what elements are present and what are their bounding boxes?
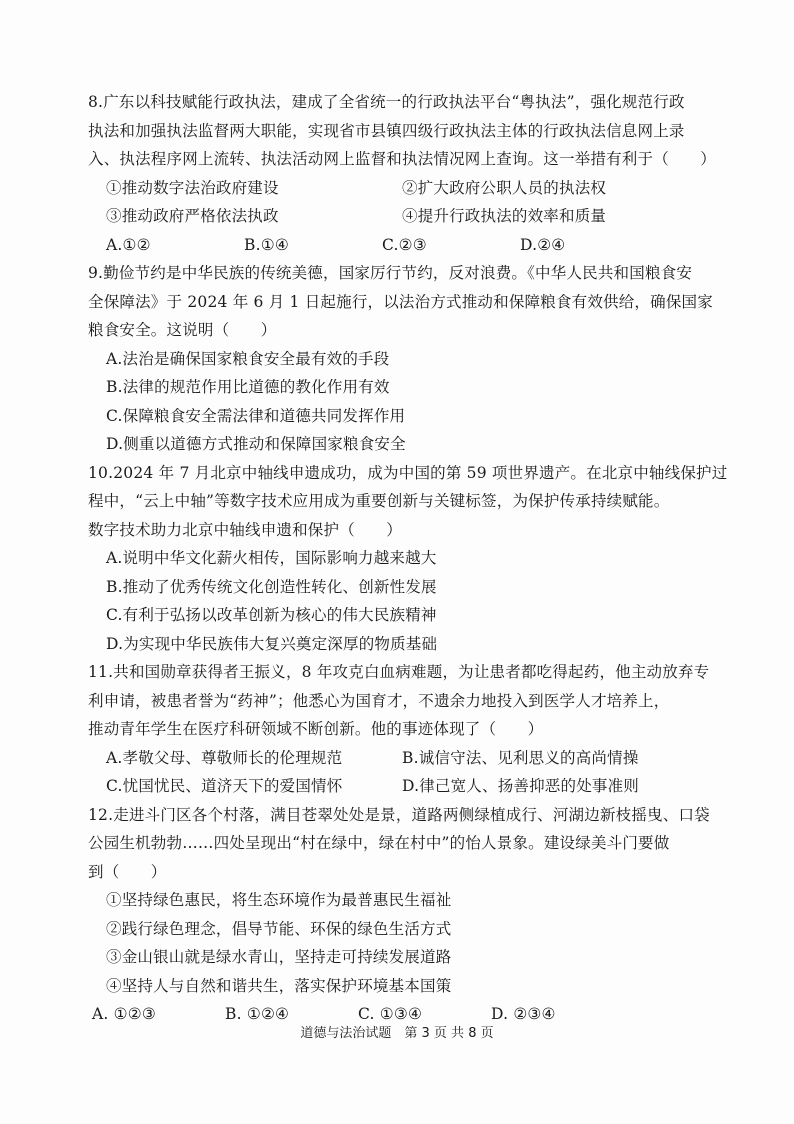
question-9-choice-b: B.法律的规范作用比道德的教化作用有效 xyxy=(106,378,390,396)
question-11 xyxy=(88,658,728,801)
question-8-choice-a: A.①② xyxy=(106,235,151,254)
question-10-choice-d: D.为实现中华民族伟大复兴奠定深厚的物质基础 xyxy=(106,634,438,653)
question-12-stem-line-1: 12.走进斗门区各个村落，满目苍翠处处是景，道路两侧绿植成行、河湖边新枝摇曳、口袋 xyxy=(88,805,710,824)
question-12-choice-c: C. ①③④ xyxy=(358,1005,423,1023)
question-12-statement-4: ④坚持人与自然和谐共生，落实保护环境基本国策 xyxy=(106,976,452,995)
question-9-choice-c: C.保障粮食安全需法律和道德共同发挥作用 xyxy=(106,406,406,425)
question-8-statement-4: ④提升行政执法的效率和质量 xyxy=(402,207,607,225)
question-11-choices-row-1 xyxy=(88,744,728,773)
question-9-stem-line-3: 粮食安全。这说明（ ） xyxy=(88,321,277,339)
question-12-statement-3: ③金山银山就是绿水青山，坚持走可持续发展道路 xyxy=(106,948,452,966)
question-12-choice-a: A. ①②③ xyxy=(92,1005,156,1023)
question-9-stem-line-1: 9.勤俭节约是中华民族的传统美德，国家厉行节约，反对浪费。《中华人民共和国粮食安 xyxy=(88,264,693,282)
question-12 xyxy=(88,801,728,1029)
question-12-statement-2: ②践行绿色理念，倡导节能、环保的绿色生活方式 xyxy=(106,919,452,938)
question-8-statement-3: ③推动政府严格依法执政 xyxy=(106,207,279,225)
question-8-statements-row-2 xyxy=(88,202,728,231)
question-8-choice-c: C.②③ xyxy=(382,235,427,254)
question-8-stem-line-2: 执法和加强执法监督两大职能，实现省市县镇四级行政执法主体的行政执法信息网上录 xyxy=(88,121,685,140)
question-11-choices-row-2 xyxy=(88,772,728,801)
question-10-choice-c: C.有利于弘扬以改革创新为核心的伟大民族精神 xyxy=(106,606,437,624)
question-9-choice-d: D.侧重以道德方式推动和保障国家粮食安全 xyxy=(106,435,406,453)
question-12-stem-line-3: 到（ ） xyxy=(88,862,167,881)
question-10-stem-line-3: 数字技术助力北京中轴线申遗和保护（ ） xyxy=(88,520,403,539)
question-10-choice-a: A.说明中华文化薪火相传，国际影响力越来越大 xyxy=(106,549,437,567)
question-8-choice-d: D.②④ xyxy=(520,235,566,254)
question-9 xyxy=(88,259,728,459)
question-11-choice-c: C.忧国忧民、道济天下的爱国情怀 xyxy=(106,777,343,795)
question-12-statement-1: ①坚持绿色惠民，将生态环境作为最普惠民生福祉 xyxy=(106,891,452,909)
question-8-statement-1: ①推动数字法治政府建设 xyxy=(106,178,279,197)
question-8-choices xyxy=(88,231,728,260)
question-10-stem-line-2: 程中，“云上中轴”等数字技术应用成为重要创新与关键标签，为保护传承持续赋能。 xyxy=(88,492,670,510)
question-11-choice-a: A.孝敬父母、尊敬师长的伦理规范 xyxy=(106,748,343,767)
question-12-choice-b: B. ①②④ xyxy=(225,1005,290,1023)
question-9-stem-line-2: 全保障法》于 2024 年 6 月 1 日起施行，以法治方式推动和保障粮食有效供给，确保国家 xyxy=(88,292,713,311)
question-12-choice-d: D. ②③④ xyxy=(491,1005,556,1023)
question-11-stem-line-3: 推动青年学生在医疗科研领域不断创新。他的事迹体现了（ ） xyxy=(88,720,544,738)
page-footer: 道德与法治试题 第 3 页 共 8 页 xyxy=(300,1026,494,1041)
question-10 xyxy=(88,459,728,659)
question-10-choice-b: B.推动了优秀传统文化创造性转化、创新性发展 xyxy=(106,577,437,596)
question-11-stem-line-2: 利申请，被患者誉为“药神”；他悉心为国育才，不遗余力地投入到医学人才培养上， xyxy=(88,691,670,710)
question-8-statement-2: ②扩大政府公职人员的执法权 xyxy=(402,178,607,197)
question-10-stem-line-1: 10.2024 年 7 月北京中轴线申遗成功，成为中国的第 59 项世界遗产。在北京中轴线保护过 xyxy=(88,463,728,482)
question-8-choice-b: B.①④ xyxy=(244,235,289,254)
question-11-stem-line-1: 11.共和国勋章获得者王振义，8 年攻克白血病难题，为让患者都吃得起药，他主动放弃专 xyxy=(88,663,710,681)
question-8-stem-line-3: 入、执法程序网上流转、执法活动网上监督和执法情况网上查询。这一举措有利于（ ） xyxy=(88,150,717,168)
questions-area xyxy=(88,88,728,1029)
question-12-stem-line-2: 公园生机勃勃……四处呈现出“村在绿中，绿在村中”的怡人景象。建设绿美斗门要做 xyxy=(88,834,670,852)
question-9-choice-a: A.法治是确保国家粮食安全最有效的手段 xyxy=(106,349,390,368)
question-11-choice-d: D.律己宽人、扬善抑恶的处事准则 xyxy=(402,777,640,795)
question-11-choice-b: B.诚信守法、见利思义的高尚情操 xyxy=(402,748,639,767)
question-8-statements-row-1 xyxy=(88,174,728,203)
question-8-stem-line-1: 8.广东以科技赋能行政执法，建成了全省统一的行政执法平台“粤执法”，强化规范行政 xyxy=(88,93,685,111)
question-8 xyxy=(88,88,728,259)
